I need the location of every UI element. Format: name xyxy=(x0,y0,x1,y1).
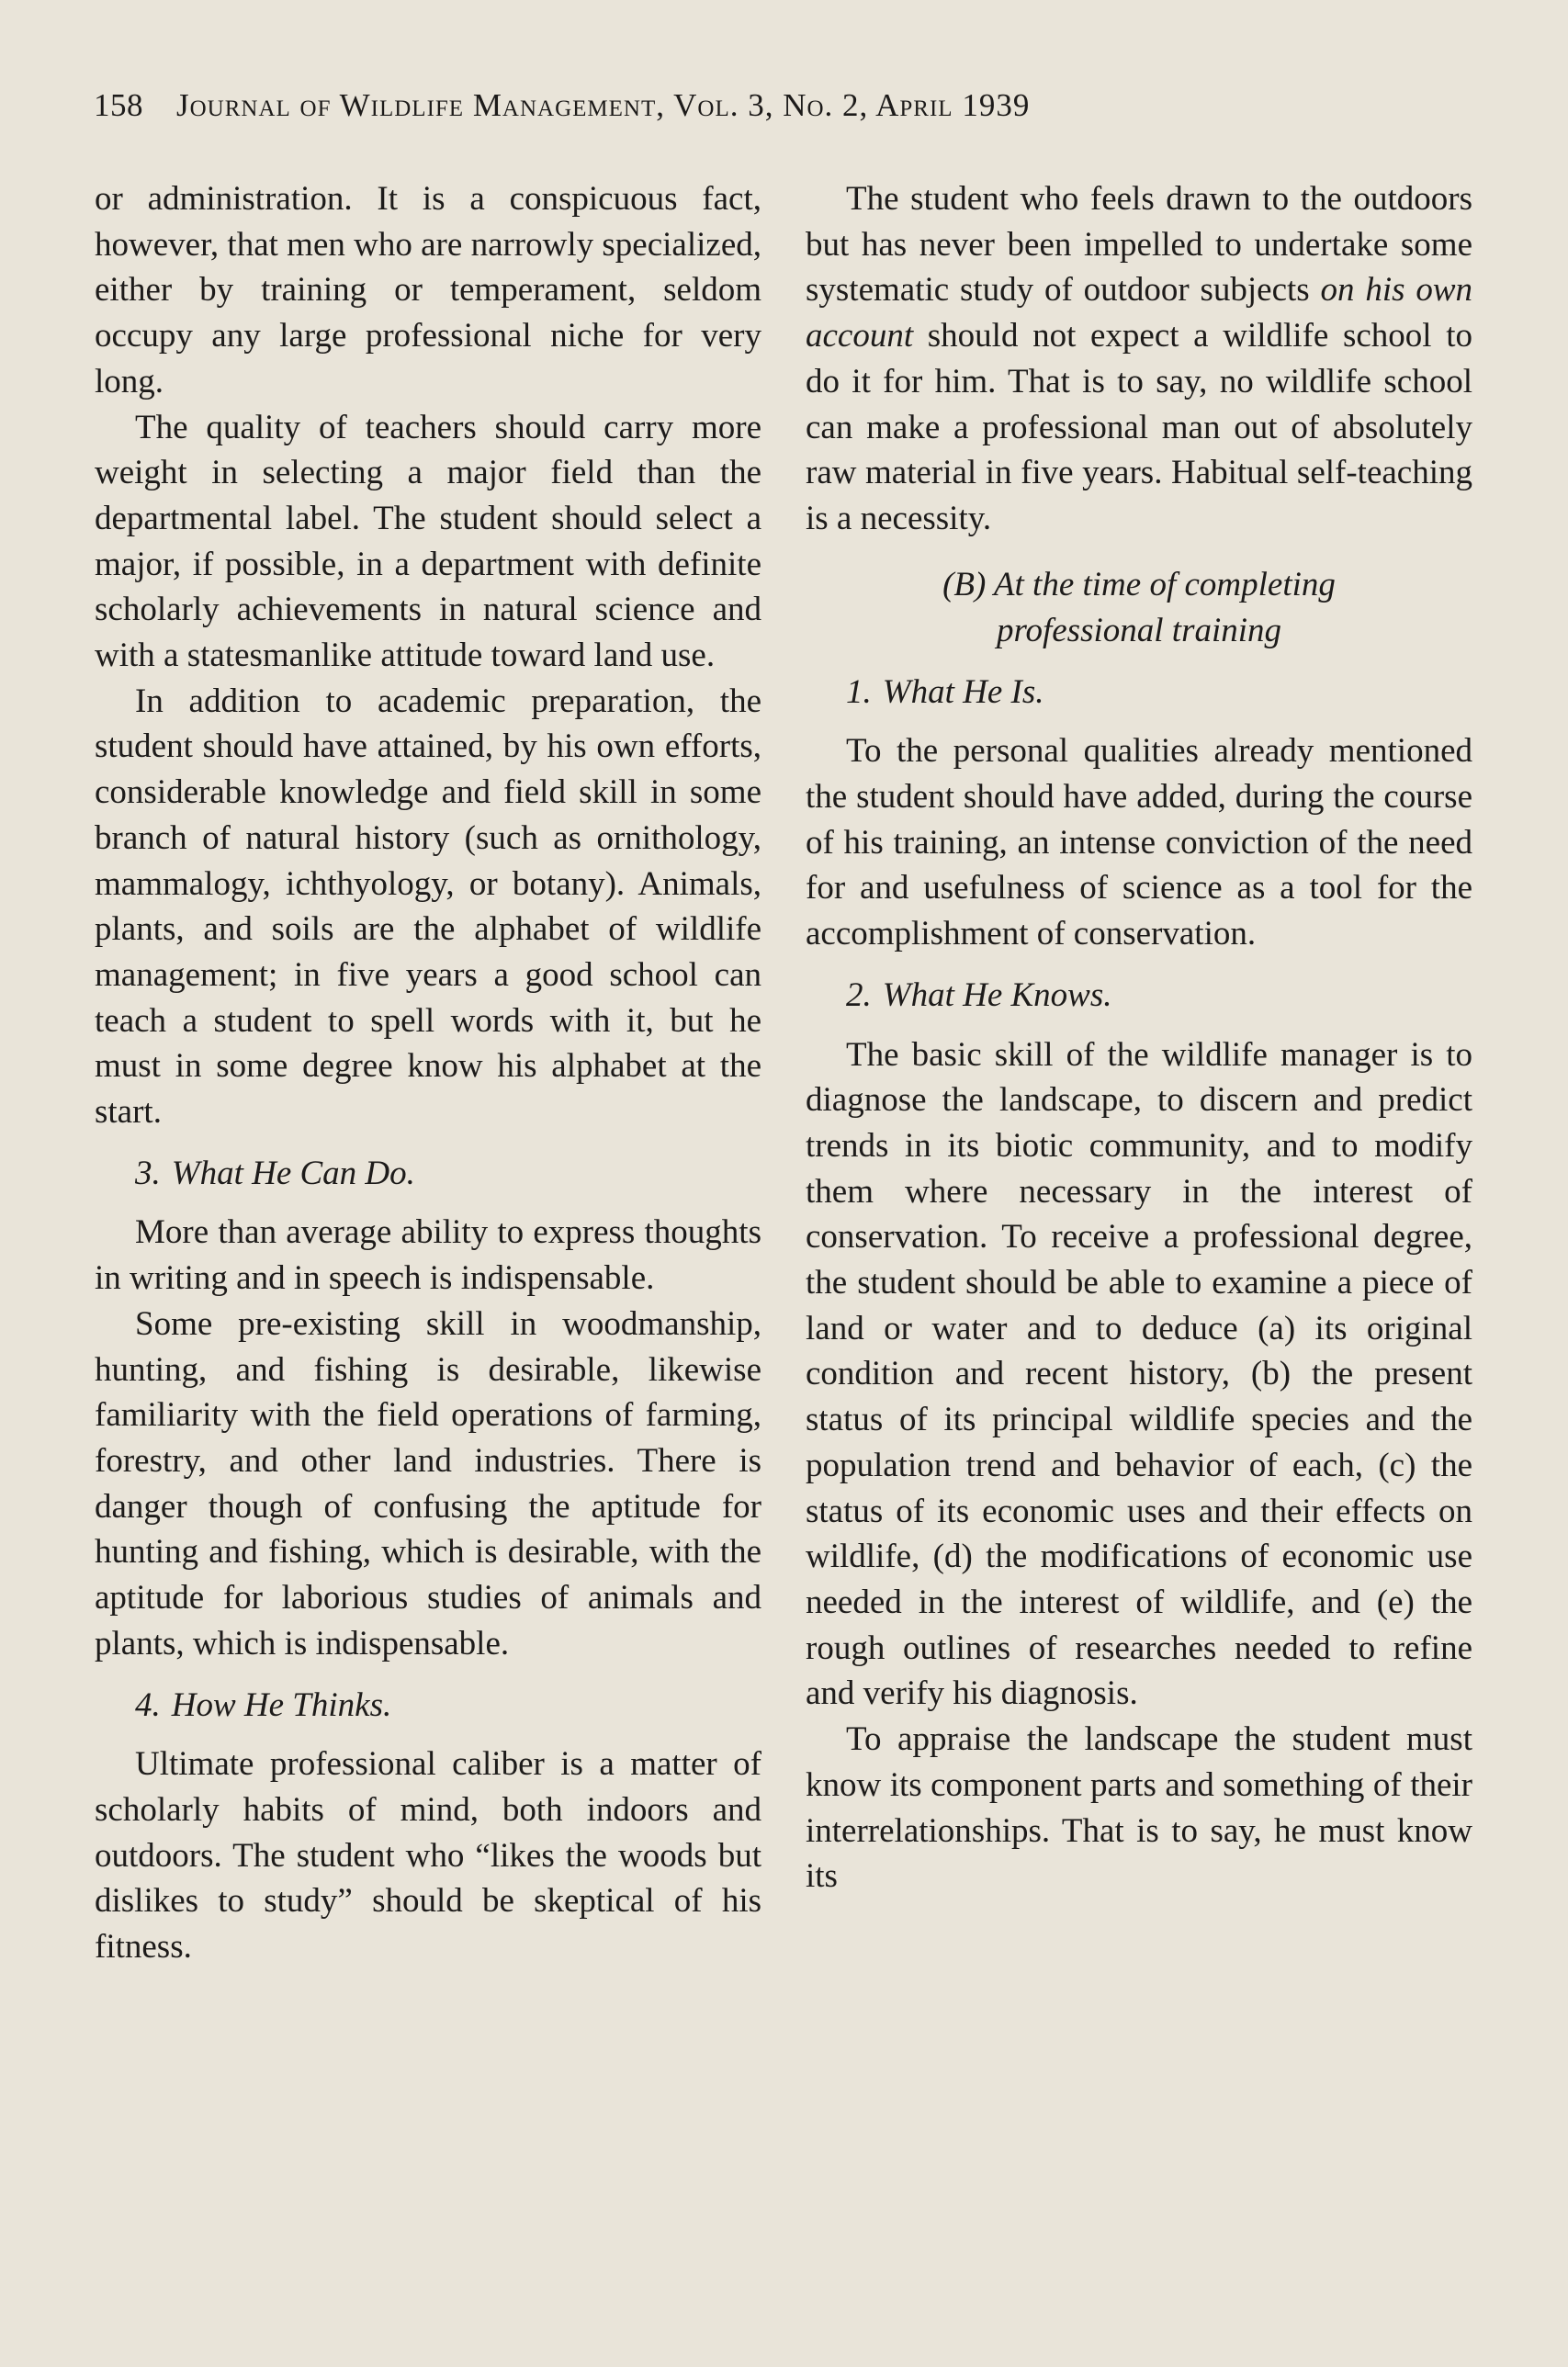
emphasis-text: on his own account xyxy=(806,271,1473,355)
paragraph: Ultimate professional caliber is a matter of scholarly habits of mind, both indoors and outdoors. The student who “likes the woods but dislikes to study” should be skeptical of his fitness. xyxy=(95,1745,761,1967)
heading-text: What He Knows. xyxy=(882,975,1112,1014)
page-number: 158 xyxy=(94,87,143,123)
section-heading xyxy=(846,973,1472,1019)
right-column xyxy=(806,176,1472,1899)
text-run: The student who feels drawn to the outdoors but has never been impelled to undertake some systematic study of outdoor subjects xyxy=(806,180,1472,310)
section-heading xyxy=(135,1683,761,1729)
major-section-heading xyxy=(806,562,1472,654)
section-heading-line: (B) At the time of completing xyxy=(942,565,1336,603)
running-head xyxy=(94,87,1426,124)
paragraph: More than average ability to express thoughts in writing and in speech is indispensable. xyxy=(95,1213,761,1298)
heading-number: 4. xyxy=(135,1685,161,1724)
heading-text: What He Can Do. xyxy=(171,1154,415,1192)
paragraph: In addition to academic preparation, the student should have attained, by his own efforts, considerable knowledge and field skill in some branch of natural history (such as ornithology, mammalogy, ichthyology, or botany). Animals, plants, and soils are the alphabet of wildlife management; in five years a good school can teach a student to spell words with it, but he must in some degree know his alphabet at the start. xyxy=(95,682,761,1132)
paragraph: The quality of teachers should carry more weight in selecting a major field than the departmental label. The student should select a major, if possible, in a department with definite scholarly achievements in natural science and with a statesmanlike attitude toward land use. xyxy=(95,408,761,675)
section-heading xyxy=(846,670,1472,716)
paragraph xyxy=(806,176,1472,542)
text-run: should not expect a wildlife school to do it for him. That is to say, no wildlife school can make a professional man out of absolutely raw material in five years. Habitual self-teaching is a necessity. xyxy=(806,317,1472,537)
section-heading-line: professional training xyxy=(996,611,1282,649)
heading-number: 3. xyxy=(135,1154,161,1192)
paragraph: Some pre-existing skill in woodmanship, hunting, and fishing is desirable, likewise familiarity with the field operations of farming, forestry, and other land industries. There is danger though of confusing the aptitude for hunting and fishing, which is desirable, with the aptitude for laborious studies of animals and plants, which is indispensable. xyxy=(95,1304,761,1663)
journal-title: Journal of Wildlife Management, Vol. 3, No. 2, April 1939 xyxy=(176,87,1031,123)
section-heading xyxy=(135,1151,761,1197)
heading-number: 1. xyxy=(846,672,872,711)
heading-number: 2. xyxy=(846,975,872,1014)
left-column xyxy=(95,176,761,1970)
paragraph: To appraise the landscape the student must know its component parts and something of their interrelationships. That is to say, he must know its xyxy=(806,1720,1472,1896)
heading-text: How He Thinks. xyxy=(171,1685,392,1724)
paragraph: or administration. It is a conspicuous fact, however, that men who are narrowly specialized, either by training or temperament, seldom occupy any large professional niche for very long. xyxy=(95,180,761,400)
heading-text: What He Is. xyxy=(882,672,1044,711)
paragraph: The basic skill of the wildlife manager is to diagnose the landscape, to discern and predict trends in its biotic community, and to modify them where necessary in the interest of conservation. To receive a professional degree, the student should be able to examine a piece of land or water and to deduce (a) its original condition and recent history, (b) the present status of its principal wildlife species and the population trend and behavior of each, (c) the status of its economic uses and their effects on wildlife, (d) the modifications of economic use needed in the interest of wildlife, and (e) the rough outlines of researches needed to refine and verify his diagnosis. xyxy=(806,1035,1472,1713)
paragraph: To the personal qualities already mentioned the student should have added, during the course of his training, an intense conviction of the need for and usefulness of science as a tool for the accomplishment of conservation. xyxy=(806,732,1472,953)
